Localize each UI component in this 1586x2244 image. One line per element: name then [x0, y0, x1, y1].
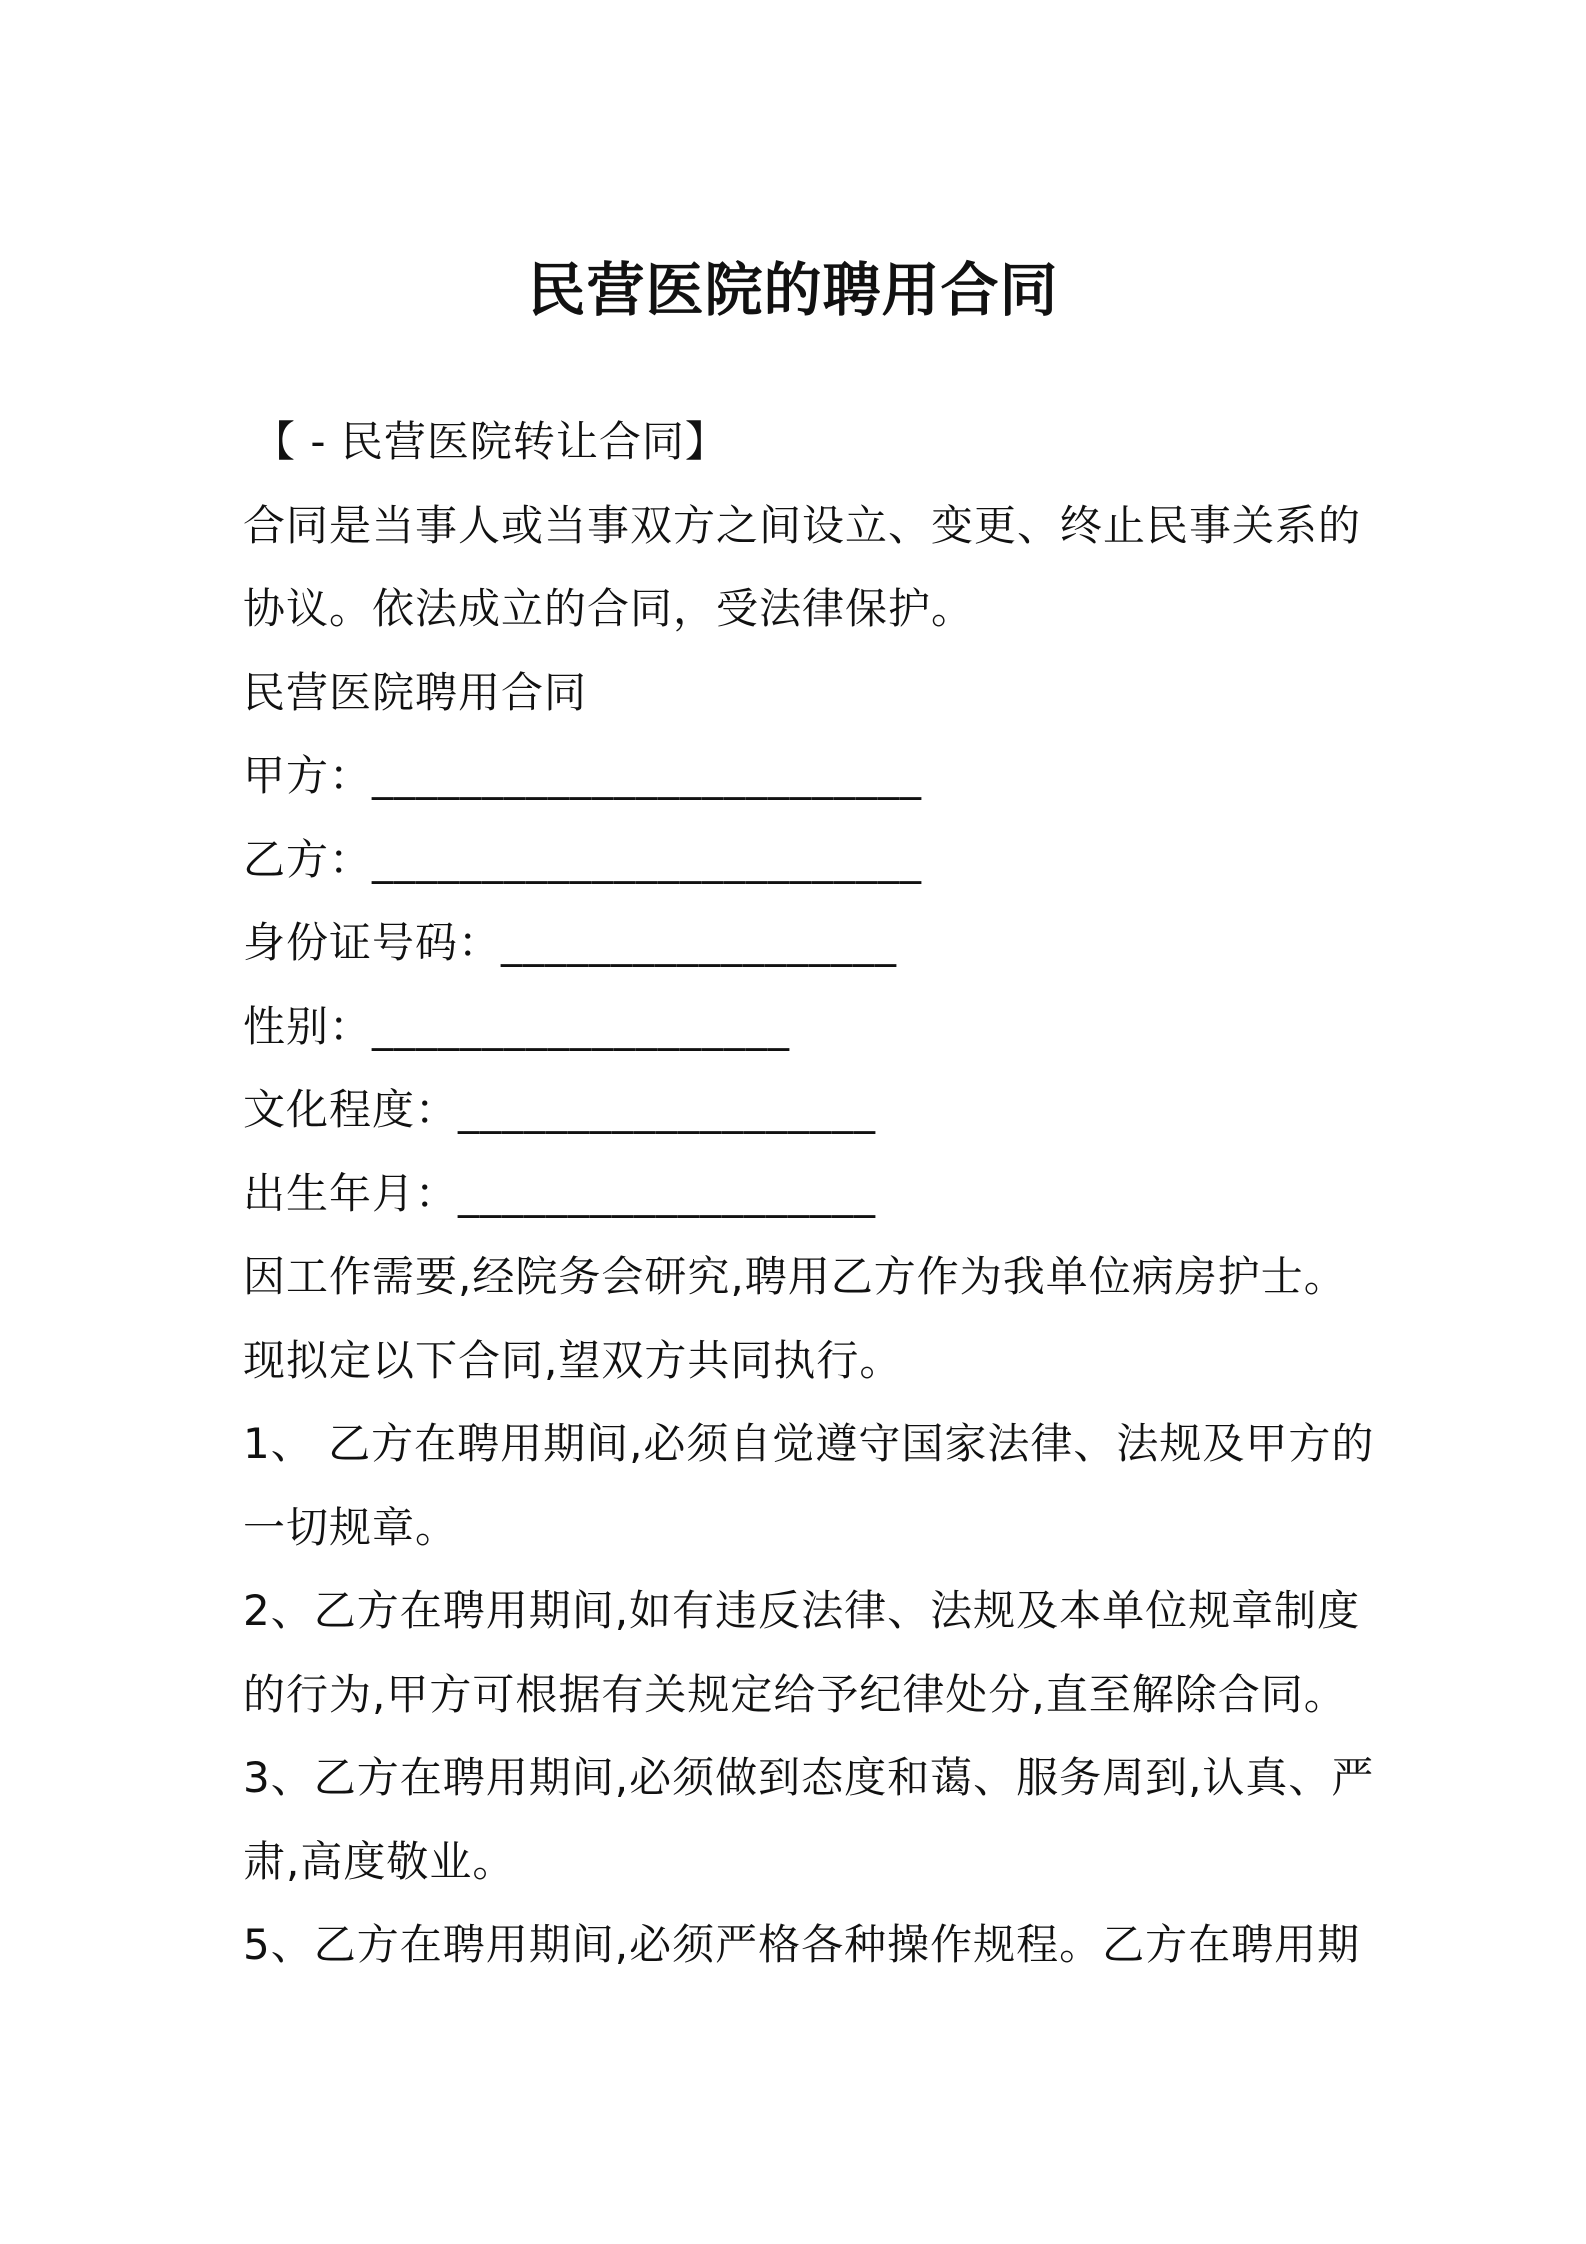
document-body	[243, 400, 1375, 1987]
contract-subtitle: 民营医院聘用合同	[243, 667, 588, 717]
education-field: 文化程度：___________________	[243, 1085, 877, 1134]
document-title: 民营医院的聘用合同	[527, 256, 1059, 324]
birth-date-field: 出生年月：___________________	[243, 1168, 877, 1218]
gender-field: 性别：___________________	[243, 1001, 791, 1051]
clause-2-line-2: 的行为,甲方可根据有关规定给予纪律处分,直至解除合同。	[243, 1669, 1347, 1719]
purpose-paragraph-line-1: 因工作需要,经院务会研究,聘用乙方作为我单位病房护士。	[243, 1252, 1347, 1301]
source-note: 【 - 民营医院转让合同】	[253, 417, 728, 466]
intro-paragraph-line-2: 协议。依法成立的合同，受法律保护。	[243, 584, 975, 633]
party-b-field: 乙方：_________________________	[243, 834, 923, 884]
clause-3-line-1: 3、乙方在聘用期间,必须做到态度和蔼、服务周到,认真、严	[243, 1753, 1375, 1802]
clause-5-line-1: 5、乙方在聘用期间,必须严格各种操作规程。乙方在聘用期	[243, 1920, 1361, 1969]
party-a-field: 甲方：_________________________	[243, 751, 923, 800]
clause-1-line-1: 1、 乙方在聘用期间,必须自觉遵守国家法律、法规及甲方的	[243, 1419, 1375, 1468]
clause-3-line-2: 肃,高度敬业。	[243, 1836, 516, 1886]
id-number-field: 身份证号码：__________________	[243, 918, 898, 967]
clause-1-line-2: 一切规章。	[243, 1502, 459, 1552]
purpose-paragraph-line-2: 现拟定以下合同,望双方共同执行。	[243, 1335, 903, 1385]
intro-paragraph-line-1: 合同是当事人或当事双方之间设立、变更、终止民事关系的	[243, 500, 1362, 550]
clause-2-line-1: 2、乙方在聘用期间,如有违反法律、法规及本单位规章制度	[243, 1586, 1361, 1635]
